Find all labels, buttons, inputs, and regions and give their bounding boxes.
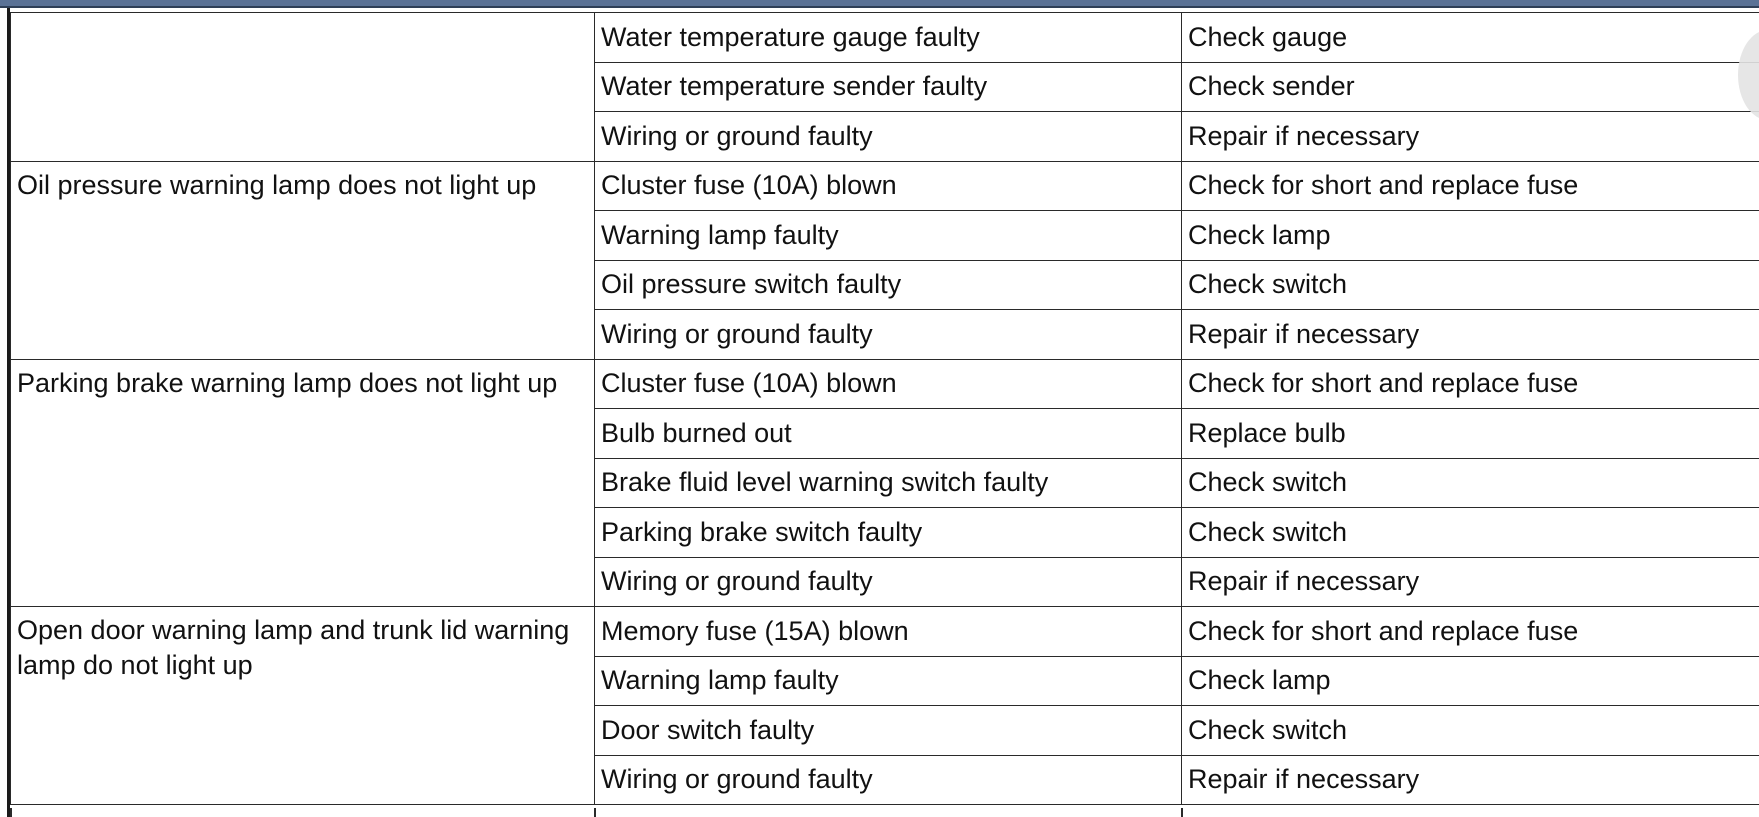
cause-cell: Warning lamp faulty xyxy=(595,211,1182,261)
column-divider xyxy=(1181,808,1183,817)
symptom-cell: Parking brake warning lamp does not light up xyxy=(11,359,595,607)
cause-cell: Parking brake switch faulty xyxy=(595,508,1182,558)
remedy-cell: Check sender xyxy=(1182,62,1759,112)
cause-cell: Door switch faulty xyxy=(595,706,1182,756)
remedy-cell: Check for short and replace fuse xyxy=(1182,161,1759,211)
remedy-cell: Check switch xyxy=(1182,260,1759,310)
cause-cell: Bulb burned out xyxy=(595,409,1182,459)
remedy-cell: Check lamp xyxy=(1182,656,1759,706)
remedy-cell: Repair if necessary xyxy=(1182,557,1759,607)
remedy-cell: Repair if necessary xyxy=(1182,310,1759,360)
table-row xyxy=(11,607,1759,657)
cause-cell: Memory fuse (15A) blown xyxy=(595,607,1182,657)
remedy-cell: Repair if necessary xyxy=(1182,112,1759,162)
symptom-cell: Open door warning lamp and trunk lid warning lamp do not light up xyxy=(11,607,595,805)
window-top-border xyxy=(0,6,1759,8)
remedy-cell: Check switch xyxy=(1182,458,1759,508)
cause-cell: Cluster fuse (10A) blown xyxy=(595,161,1182,211)
cause-cell: Oil pressure switch faulty xyxy=(595,260,1182,310)
remedy-cell: Replace bulb xyxy=(1182,409,1759,459)
column-divider xyxy=(594,808,596,817)
cause-cell: Cluster fuse (10A) blown xyxy=(595,359,1182,409)
symptom-cell: Oil pressure warning lamp does not light up xyxy=(11,161,595,359)
cause-cell: Wiring or ground faulty xyxy=(595,755,1182,805)
table-row xyxy=(11,13,1759,63)
table-row xyxy=(11,359,1759,409)
table-row xyxy=(11,161,1759,211)
cause-cell: Wiring or ground faulty xyxy=(595,557,1182,607)
remedy-cell: Check for short and replace fuse xyxy=(1182,607,1759,657)
remedy-cell: Repair if necessary xyxy=(1182,755,1759,805)
cause-cell: Wiring or ground faulty xyxy=(595,112,1182,162)
cause-cell: Warning lamp faulty xyxy=(595,656,1182,706)
symptom-cell xyxy=(11,13,595,162)
remedy-cell: Check lamp xyxy=(1182,211,1759,261)
cause-cell: Brake fluid level warning switch faulty xyxy=(595,458,1182,508)
remedy-cell: Check switch xyxy=(1182,508,1759,558)
cause-cell: Wiring or ground faulty xyxy=(595,310,1182,360)
cause-cell: Water temperature gauge faulty xyxy=(595,13,1182,63)
remedy-cell: Check for short and replace fuse xyxy=(1182,359,1759,409)
troubleshooting-table xyxy=(10,12,1759,805)
remedy-cell: Check switch xyxy=(1182,706,1759,756)
remedy-cell: Check gauge xyxy=(1182,13,1759,63)
cause-cell: Water temperature sender faulty xyxy=(595,62,1182,112)
next-row-edge xyxy=(10,808,1759,817)
column-divider xyxy=(10,808,12,817)
